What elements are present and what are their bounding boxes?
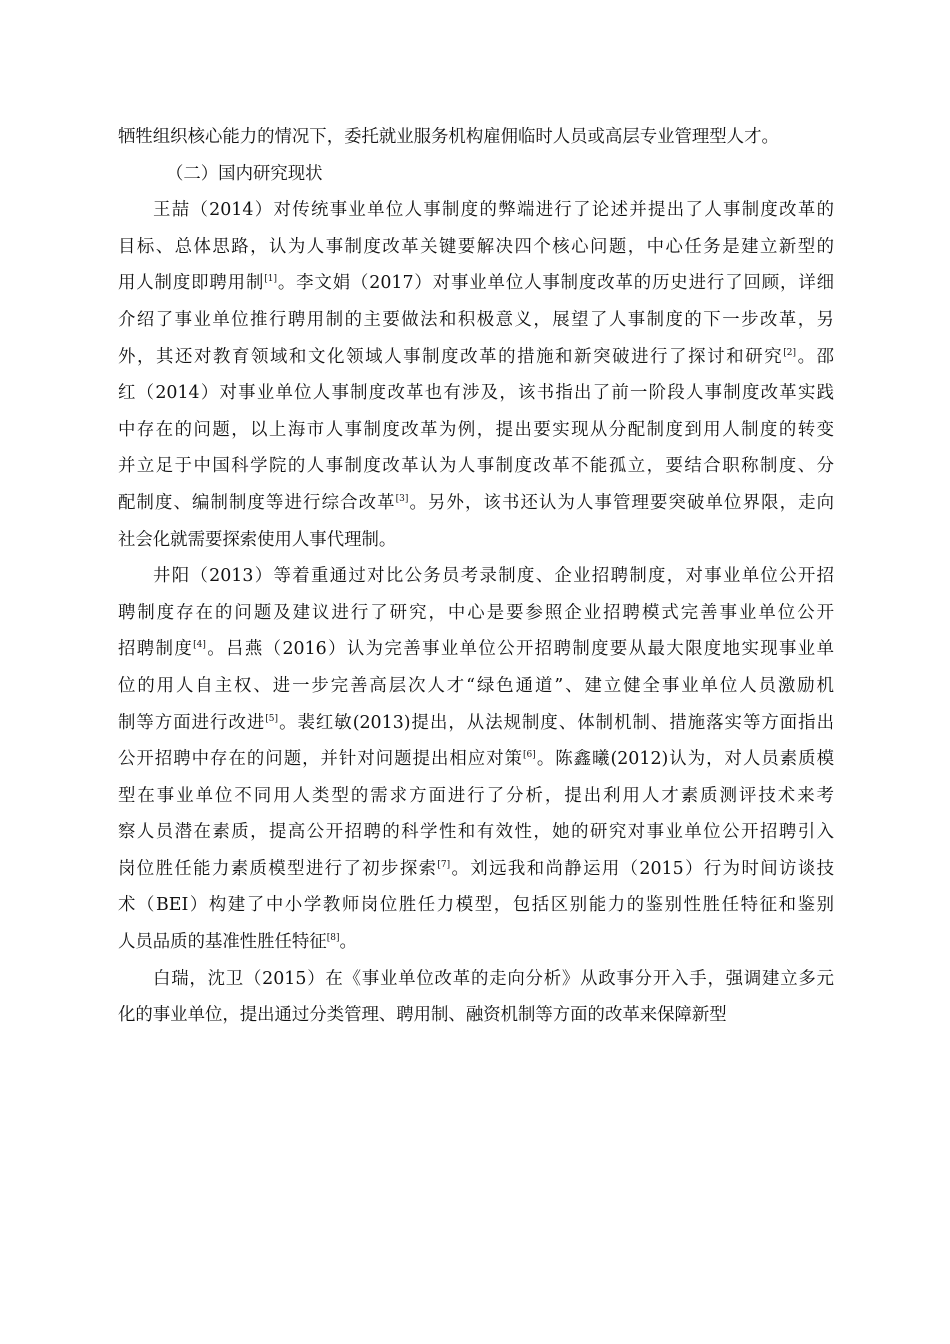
text-run: 察人员潜在素质，提高公开招聘的科学性和有效性，她的研究对事业单位公开招聘引入 [118,822,834,843]
text-line [118,595,834,632]
text-run: 制等方面进行改进 [118,712,266,733]
text-run: 。陈鑫曦(2012)认为，对人员素质模 [535,749,834,770]
text-line [118,668,834,705]
text-line [118,229,834,266]
text-line [118,705,834,742]
text-line [118,887,834,924]
text-run: 牺牲组织核心能力的情况下，委托就业服务机构雇佣临时人员或高层专业管理型人才。 [118,127,779,147]
text-run: 。裴红敏(2013)提出，从法规制度、体制机制、措施落实等方面指出 [278,712,834,733]
text-line [118,156,834,193]
text-run: 岗位胜任能力素质模型进行了初步探索 [118,858,438,879]
text-line [118,522,834,559]
text-run: 目标、总体思路，认为人事制度改革关键要解决四个核心问题，中心任务是建立新型的 [118,236,834,257]
text-line [118,778,834,815]
paragraph [118,961,834,1034]
text-run: 中存在的问题，以上海市人事制度改革为例，提出要实现从分配制度到用人制度的转变 [118,419,834,440]
text-run: 。李文娟（2017）对事业单位人事制度改革的历史进行了回顾，详细 [277,273,834,294]
citation-ref: [5] [265,713,279,724]
text-line [118,448,834,485]
text-run: 外，其还对教育领域和文化领域人事制度改革的措施和新突破进行了探讨和研究 [118,346,784,367]
text-line [118,302,834,339]
text-run: 王喆（2014）对传统事业单位人事制度的弊端进行了论述并提出了人事制度改革的 [153,200,834,221]
text-run: 。刘远我和尚静运用（2015）行为时间访谈技 [450,858,834,879]
text-run: 术（BEI）构建了中小学教师岗位胜任力模型，包括区别能力的鉴别性胜任特征和鉴别 [118,895,834,916]
text-line [118,631,834,668]
text-run: 公开招聘中存在的问题，并针对问题提出相应对策 [118,749,524,770]
citation-ref: [8] [326,933,340,944]
text-line [118,412,834,449]
text-line [118,924,834,961]
citation-ref: [7] [437,859,451,870]
text-run: 并立足于中国科学院的人事制度改革认为人事制度改革不能孤立，要结合职称制度、分 [118,456,834,477]
citation-ref: [4] [193,640,206,651]
text-line [118,741,834,778]
citation-ref: [1] [264,274,277,285]
text-run: 配制度、编制制度等进行综合改革 [118,492,396,513]
text-line [118,485,834,522]
text-run: 红（2014）对事业单位人事制度改革也有涉及，该书指出了前一阶段人事制度改革实践 [118,383,834,404]
text-line [118,339,834,376]
text-run: 化的事业单位，提出通过分类管理、聘用制、融资机制等方面的改革来保障新型 [118,1005,727,1026]
text-line [118,558,834,595]
text-run: 。邵 [795,346,834,367]
text-line [118,961,834,998]
text-run: 社会化就需要探索使用人事代理制。 [118,529,397,550]
paragraph [118,119,834,156]
text-run: （二）国内研究现状 [166,163,323,184]
text-line [118,997,834,1034]
citation-ref: [3] [395,493,409,504]
text-run: 招聘制度 [118,639,194,660]
text-run: 白瑞，沈卫（2015）在《事业单位改革的走向分析》从政事分开入手，强调建立多元 [153,968,834,989]
section-heading [118,156,834,193]
text-run: 。吕燕（2016）认为完善事业单位公开招聘制度要从最大限度地实现事业单 [205,639,834,660]
text-run: 位的用人自主权、进一步完善高层次人才“绿色通道”、建立健全事业单位人员激励机 [118,675,834,696]
text-line [118,851,834,888]
citation-ref: [6] [523,750,536,761]
text-run: 。 [339,932,357,953]
paragraph [118,558,834,961]
text-run: 井阳（2013）等着重通过对比公务员考录制度、企业招聘制度，对事业单位公开招 [153,566,834,587]
text-line [118,192,834,229]
text-line [118,265,834,302]
text-line [118,119,834,156]
text-run: 型在事业单位不同用人类型的需求方面进行了分析，提出利用人才素质测评技术来考 [118,785,834,806]
text-run: 聘制度存在的问题及建议进行了研究，中心是要参照企业招聘模式完善事业单位公开 [118,602,834,623]
text-run: 人员品质的基准性胜任特征 [118,932,327,953]
paragraph [118,192,834,558]
citation-ref: [2] [783,347,796,358]
document-body [118,119,834,1034]
text-run: 。另外，该书还认为人事管理要突破单位界限，走向 [408,492,834,513]
text-line [118,814,834,851]
text-run: 介绍了事业单位推行聘用制的主要做法和积极意义，展望了人事制度的下一步改革，另 [118,309,834,330]
text-run: 用人制度即聘用制 [118,273,265,294]
text-line [118,375,834,412]
